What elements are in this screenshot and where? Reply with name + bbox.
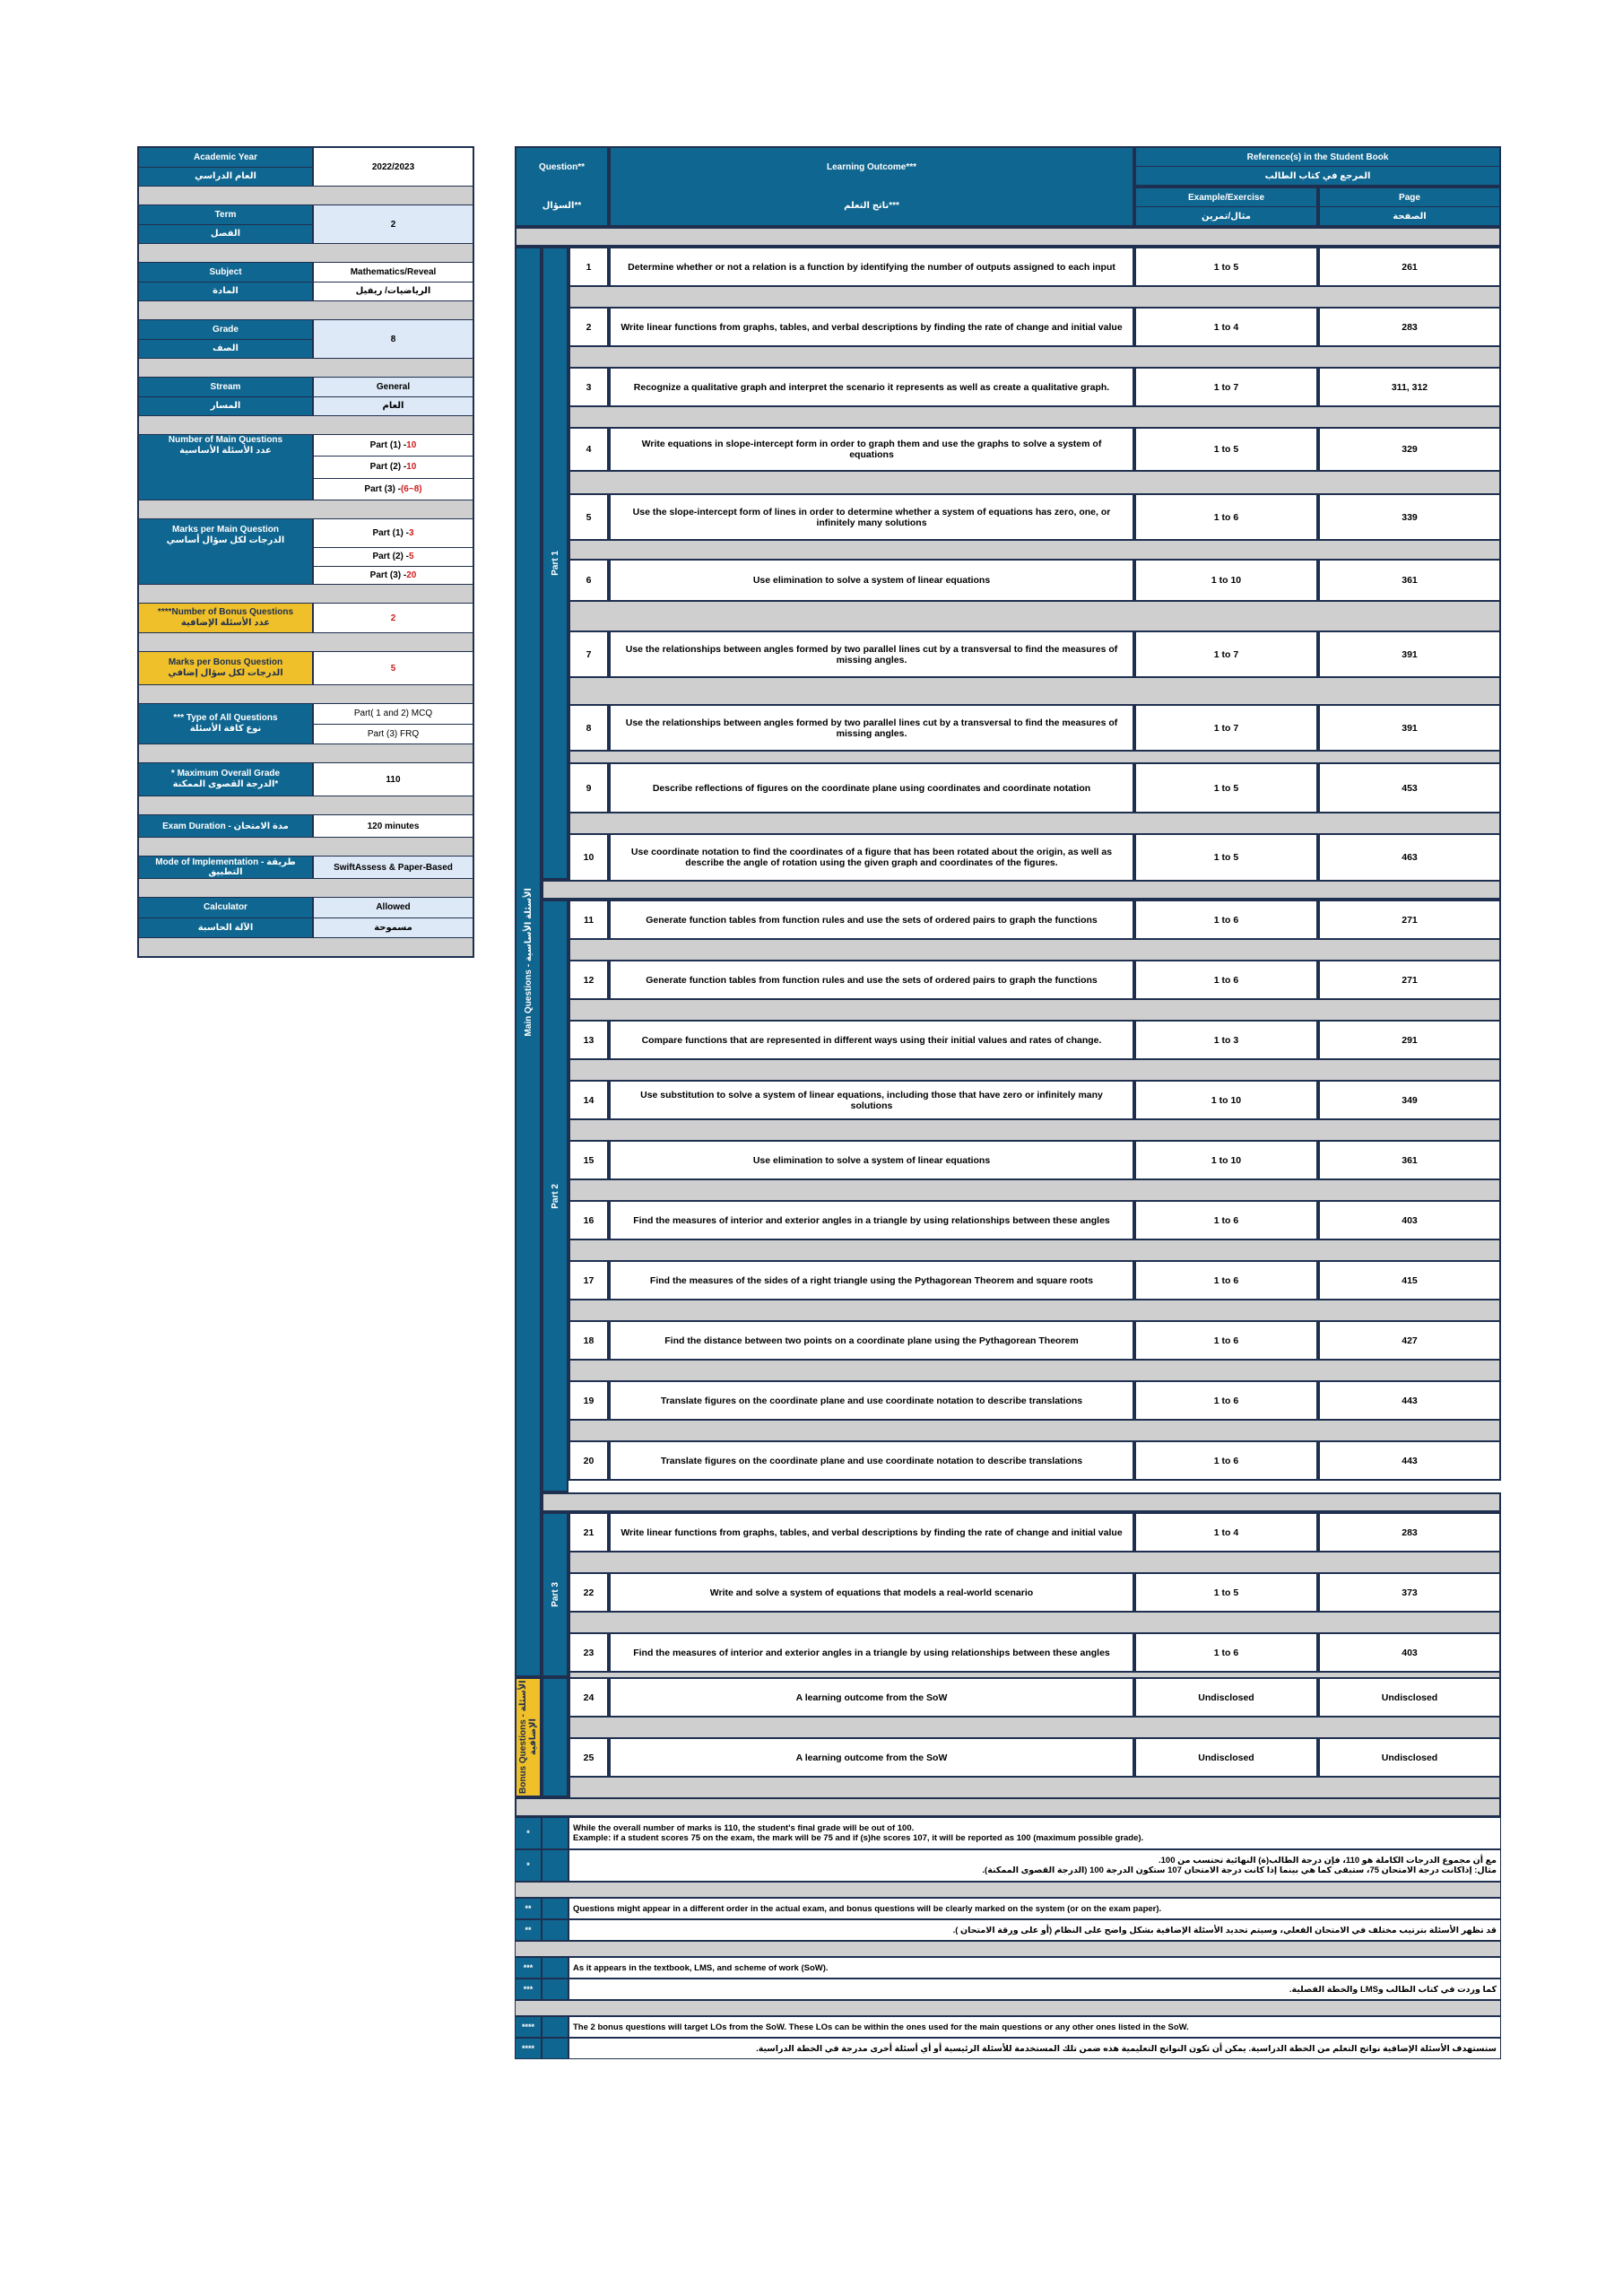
- question-type-value-1: Part( 1 and 2) MCQ: [314, 704, 473, 725]
- learning-outcome: Generate function tables from function rules and use the sets of ordered pairs to graph the functions: [609, 960, 1134, 1000]
- question-type-label: *** Type of All Questions: [173, 713, 278, 723]
- learning-outcome: Recognize a qualitative graph and interpret the scenario it represents as well as create a qualitative graph.: [609, 367, 1134, 407]
- academic-year-row: [139, 148, 473, 187]
- grade-row: [139, 320, 473, 359]
- question-row: [568, 307, 1501, 347]
- learning-outcome: Write equations in slope-intercept form in order to graph them and use the graphs to solve a system of equations: [609, 427, 1134, 472]
- question-number: 11: [568, 900, 609, 940]
- learning-outcome: Find the measures of interior and exterior angles in a triangle by using relationships between these angles: [609, 1632, 1134, 1673]
- question-number: 4: [568, 427, 609, 472]
- num-main-part1: Part (1) - 10: [314, 435, 473, 457]
- header-question: Question** السؤال**: [515, 146, 609, 227]
- example-exercise: 1 to 5: [1134, 833, 1318, 882]
- max-grade-label-ar: الدرجة القصوى الممكنة*: [172, 779, 279, 789]
- mode-label: Mode of Implementation - طريقة التطبيق: [139, 857, 314, 878]
- num-main-questions-row: [139, 435, 473, 500]
- num-bonus-label-ar: عدد الأسئلة الإضافية: [180, 618, 271, 628]
- example-exercise: Undisclosed: [1134, 1677, 1318, 1718]
- header-learning-outcome: Learning Outcome*** ناتج التعلم***: [609, 146, 1134, 227]
- exam-duration-label: Exam Duration - مدة الامتحان: [139, 815, 314, 837]
- max-grade-row: [139, 763, 473, 796]
- marks-main-label: Marks per Main Question: [172, 525, 279, 535]
- question-number: 2: [568, 307, 609, 347]
- question-row: [568, 1200, 1501, 1240]
- question-number: 15: [568, 1140, 609, 1180]
- page-reference: 329: [1318, 427, 1501, 472]
- num-bonus-value: 2: [390, 613, 396, 623]
- academic-year-label-ar: العام الدراسي: [195, 171, 256, 182]
- example-exercise: 1 to 6: [1134, 900, 1318, 940]
- page-reference: 283: [1318, 307, 1501, 347]
- question-number: 6: [568, 559, 609, 602]
- part1-label: Part 1: [542, 247, 568, 880]
- page-reference: 427: [1318, 1320, 1501, 1361]
- grade-value: 8: [314, 320, 473, 358]
- example-exercise: 1 to 4: [1134, 307, 1318, 347]
- question-row: [568, 1632, 1501, 1673]
- header-page: Page الصفحة: [1318, 187, 1501, 227]
- header-example: Example/Exercise مثال/تمرين: [1134, 187, 1318, 227]
- example-exercise: 1 to 10: [1134, 1080, 1318, 1120]
- example-exercise: 1 to 6: [1134, 1632, 1318, 1673]
- subject-value: Mathematics/Reveal: [314, 263, 473, 283]
- page-reference: 373: [1318, 1572, 1501, 1613]
- page-reference: 391: [1318, 631, 1501, 678]
- marks-main-label-ar: الدرجات لكل سؤال أساسي: [166, 535, 285, 545]
- learning-outcome: Translate figures on the coordinate plane and use coordinate notation to describe translations: [609, 1440, 1134, 1481]
- example-exercise: 1 to 5: [1134, 247, 1318, 287]
- stream-label: Stream: [139, 378, 312, 397]
- main-questions-label: Main Questions - الأسئلة الأساسية: [515, 247, 542, 1677]
- page-reference: Undisclosed: [1318, 1737, 1501, 1778]
- question-row: [568, 1140, 1501, 1180]
- question-row: [568, 1380, 1501, 1421]
- stream-value: General: [314, 378, 473, 397]
- page-reference: 311, 312: [1318, 367, 1501, 407]
- page-reference: 271: [1318, 900, 1501, 940]
- example-exercise: 1 to 7: [1134, 704, 1318, 752]
- question-row: [568, 762, 1501, 813]
- mode-value: SwiftAssess & Paper-Based: [314, 857, 473, 878]
- questions-table: [515, 146, 1501, 2083]
- grade-label-ar: الصف: [213, 344, 239, 354]
- learning-outcome: A learning outcome from the SoW: [609, 1737, 1134, 1778]
- num-main-part2: Part (2) - 10: [314, 457, 473, 478]
- page-reference: Undisclosed: [1318, 1677, 1501, 1718]
- learning-outcome: Find the measures of interior and exterior angles in a triangle by using relationships between these angles: [609, 1200, 1134, 1240]
- learning-outcome: Generate function tables from function rules and use the sets of ordered pairs to graph the functions: [609, 900, 1134, 940]
- term-row: [139, 205, 473, 244]
- marks-main-part2: Part (2) - 5: [314, 548, 473, 566]
- marks-bonus-row: [139, 652, 473, 685]
- marks-bonus-value: 5: [390, 663, 396, 674]
- page-reference: 349: [1318, 1080, 1501, 1120]
- question-row: [568, 1677, 1501, 1718]
- question-row: [568, 247, 1501, 287]
- page-reference: 261: [1318, 247, 1501, 287]
- marks-main-part1: Part (1) - 3: [314, 519, 473, 548]
- question-number: 14: [568, 1080, 609, 1120]
- question-row: [568, 1440, 1501, 1481]
- footnote-3-ar: *** كما وردت في كتاب الطالب وLMS والخطة الفصلية.: [515, 1979, 1501, 2000]
- learning-outcome: Write and solve a system of equations that models a real-world scenario: [609, 1572, 1134, 1613]
- term-label: Term: [139, 205, 312, 225]
- example-exercise: 1 to 5: [1134, 762, 1318, 813]
- question-row: [568, 493, 1501, 541]
- question-row: [568, 1080, 1501, 1120]
- question-number: 24: [568, 1677, 609, 1718]
- calculator-value: Allowed: [314, 898, 473, 918]
- question-number: 5: [568, 493, 609, 541]
- learning-outcome: Translate figures on the coordinate plane and use coordinate notation to describe translations: [609, 1380, 1134, 1421]
- learning-outcome: Use the slope-intercept form of lines in order to determine whether a system of equations has zero, one, or infinitely many solutions: [609, 493, 1134, 541]
- page-reference: 403: [1318, 1200, 1501, 1240]
- example-exercise: 1 to 5: [1134, 1572, 1318, 1613]
- question-row: [568, 1512, 1501, 1552]
- exam-info-table: [137, 146, 474, 958]
- question-row: [568, 631, 1501, 678]
- stream-value-ar: العام: [382, 401, 404, 412]
- subject-label-ar: المادة: [213, 286, 239, 297]
- academic-year-label: Academic Year: [139, 148, 312, 168]
- learning-outcome: Find the measures of the sides of a right triangle using the Pythagorean Theorem and square roots: [609, 1260, 1134, 1300]
- calculator-value-ar: مسموحة: [374, 922, 412, 933]
- example-exercise: 1 to 10: [1134, 559, 1318, 602]
- num-main-label: Number of Main Questions: [168, 435, 283, 445]
- footnote-1-ar: * مع أن مجموع الدرجات الكاملة هو 110، فإن درجة الطالب(ة) النهائية تحتسب من 100. مثال: إذاكانت درجة الامتحان 75، ستبقى كما هي بينما إذا كانت درجة الامتحان 107 ستكون الدرجة 100 (الدرجة القصوى الممكنة).: [515, 1849, 1501, 1882]
- question-number: 19: [568, 1380, 609, 1421]
- marks-main-row: [139, 519, 473, 585]
- page-reference: 403: [1318, 1632, 1501, 1673]
- learning-outcome: Use substitution to solve a system of linear equations, including those that have zero or infinitely many solutions: [609, 1080, 1134, 1120]
- num-main-label-ar: عدد الأسئلة الأساسية: [179, 446, 272, 456]
- example-exercise: 1 to 6: [1134, 493, 1318, 541]
- num-main-part3: Part (3) - (6~8): [364, 483, 422, 494]
- mode-row: [139, 857, 473, 879]
- question-row: [568, 1320, 1501, 1361]
- num-bonus-row: [139, 604, 473, 633]
- example-exercise: 1 to 7: [1134, 367, 1318, 407]
- header-reference: Reference(s) in the Student Book المرجع في كتاب الطالب: [1134, 146, 1501, 187]
- marks-main-part3: Part (3) - 20: [369, 570, 417, 580]
- question-row: [568, 427, 1501, 472]
- calculator-label-ar: الآلة الحاسبة: [197, 922, 254, 933]
- question-number: 8: [568, 704, 609, 752]
- question-row: [568, 1020, 1501, 1060]
- term-value: 2: [314, 205, 473, 243]
- question-number: 16: [568, 1200, 609, 1240]
- subject-row: [139, 263, 473, 301]
- learning-outcome: Use elimination to solve a system of linear equations: [609, 559, 1134, 602]
- example-exercise: 1 to 10: [1134, 1140, 1318, 1180]
- question-number: 18: [568, 1320, 609, 1361]
- academic-year-value: 2022/2023: [371, 161, 415, 172]
- example-exercise: 1 to 7: [1134, 631, 1318, 678]
- page-reference: 361: [1318, 559, 1501, 602]
- question-row: [568, 704, 1501, 752]
- learning-outcome: Determine whether or not a relation is a function by identifying the number of outputs assigned to each input: [609, 247, 1134, 287]
- page-reference: 361: [1318, 1140, 1501, 1180]
- learning-outcome: Use elimination to solve a system of linear equations: [609, 1140, 1134, 1180]
- example-exercise: 1 to 6: [1134, 1260, 1318, 1300]
- question-number: 25: [568, 1737, 609, 1778]
- stream-row: [139, 378, 473, 416]
- question-number: 23: [568, 1632, 609, 1673]
- question-type-value-2: Part (3) FRQ: [367, 728, 420, 739]
- footnote-2-en: ** Questions might appear in a different order in the actual exam, and bonus questions will be clearly marked on the system (or on the exam paper).: [515, 1898, 1501, 1919]
- question-row: [568, 367, 1501, 407]
- page-reference: 291: [1318, 1020, 1501, 1060]
- learning-outcome: Find the distance between two points on a coordinate plane using the Pythagorean Theorem: [609, 1320, 1134, 1361]
- question-row: [568, 559, 1501, 602]
- grade-label: Grade: [139, 320, 312, 340]
- term-label-ar: الفصل: [210, 229, 241, 239]
- question-number: 7: [568, 631, 609, 678]
- marks-bonus-label-ar: الدرجات لكل سؤال إضافي: [168, 668, 283, 678]
- question-number: 17: [568, 1260, 609, 1300]
- question-number: 20: [568, 1440, 609, 1481]
- question-row: [568, 1572, 1501, 1613]
- question-number: 22: [568, 1572, 609, 1613]
- max-grade-label: * Maximum Overall Grade: [170, 769, 281, 778]
- subject-label: Subject: [139, 263, 312, 283]
- page-reference: 453: [1318, 762, 1501, 813]
- subject-value-ar: الرياضيات/ ريفيل: [355, 286, 431, 297]
- question-row: [568, 1737, 1501, 1778]
- calculator-label: Calculator: [139, 898, 312, 918]
- page-reference: 443: [1318, 1380, 1501, 1421]
- question-number: 1: [568, 247, 609, 287]
- example-exercise: 1 to 4: [1134, 1512, 1318, 1552]
- example-exercise: 1 to 6: [1134, 1320, 1318, 1361]
- example-exercise: 1 to 6: [1134, 960, 1318, 1000]
- page-reference: 283: [1318, 1512, 1501, 1552]
- question-number: 21: [568, 1512, 609, 1552]
- question-type-label-ar: نوع كافة الأسئلة: [189, 724, 262, 734]
- page-reference: 271: [1318, 960, 1501, 1000]
- learning-outcome: Compare functions that are represented in different ways using their initial values and rates of change.: [609, 1020, 1134, 1060]
- max-grade-value: 110: [386, 774, 401, 785]
- exam-duration-value: 120 minutes: [367, 821, 420, 831]
- question-row: [568, 900, 1501, 940]
- stream-label-ar: المسار: [210, 401, 241, 412]
- example-exercise: Undisclosed: [1134, 1737, 1318, 1778]
- question-number: 9: [568, 762, 609, 813]
- learning-outcome: Use the relationships between angles formed by two parallel lines cut by a transversal to find the measures of missing angles.: [609, 704, 1134, 752]
- learning-outcome: Write linear functions from graphs, tables, and verbal descriptions by finding the rate of change and initial value: [609, 307, 1134, 347]
- bonus-questions-label: Bonus Questions - الأسئلة الإضافية: [515, 1677, 542, 1797]
- question-number: 12: [568, 960, 609, 1000]
- learning-outcome: A learning outcome from the SoW: [609, 1677, 1134, 1718]
- question-row: [568, 833, 1501, 882]
- learning-outcome: Use coordinate notation to find the coordinates of a figure that has been rotated about the origin, as well as describe the angle of rotation using the given graph and coordinates of the figures.: [609, 833, 1134, 882]
- learning-outcome: Use the relationships between angles formed by two parallel lines cut by a transversal to find the measures of missing angles.: [609, 631, 1134, 678]
- footnote-4-ar: **** ستستهدف الأسئلة الإضافية نواتج التعلم من الخطة الدراسية. يمكن أن تكون النواتج التعليمية هذه ضمن تلك المستخدمة للأسئلة الرئيسية أو أي أسئلة أخرى مدرجة في الخطة الدراسية.: [515, 2038, 1501, 2059]
- footnote-4-en: **** The 2 bonus questions will target LOs from the SoW. These LOs can be within the ones used for the main questions or any other ones listed in the SoW.: [515, 2016, 1501, 2038]
- example-exercise: 1 to 5: [1134, 427, 1318, 472]
- question-number: 10: [568, 833, 609, 882]
- calculator-row: [139, 898, 473, 938]
- footnote-1-en: * While the overall number of marks is 110, the student's final grade will be out of 100. Example: if a student scores 75 on the exam, the mark will be 75 and if (s)he scores 107, it will be reported as 100 (maximum possible grade).: [515, 1817, 1501, 1849]
- page-reference: 391: [1318, 704, 1501, 752]
- page-reference: 443: [1318, 1440, 1501, 1481]
- part3-label: Part 3: [542, 1512, 568, 1677]
- question-row: [568, 1260, 1501, 1300]
- footnote-3-en: *** As it appears in the textbook, LMS, and scheme of work (SoW).: [515, 1957, 1501, 1979]
- marks-bonus-label: Marks per Bonus Question: [168, 657, 283, 667]
- learning-outcome: Describe reflections of figures on the coordinate plane using coordinates and coordinate notation: [609, 762, 1134, 813]
- part2-label: Part 2: [542, 900, 568, 1492]
- example-exercise: 1 to 6: [1134, 1200, 1318, 1240]
- learning-outcome: Write linear functions from graphs, tables, and verbal descriptions by finding the rate of change and initial value: [609, 1512, 1134, 1552]
- page-reference: 415: [1318, 1260, 1501, 1300]
- example-exercise: 1 to 6: [1134, 1380, 1318, 1421]
- question-row: [568, 960, 1501, 1000]
- question-number: 3: [568, 367, 609, 407]
- footnote-2-ar: ** قد تظهر الأسئلة بترتيب مختلف في الامتحان الفعلي، وسيتم تحديد الأسئلة الإضافية بشكل واضح على النظام (أو على ورقة الامتحان ).: [515, 1919, 1501, 1941]
- question-number: 13: [568, 1020, 609, 1060]
- example-exercise: 1 to 3: [1134, 1020, 1318, 1060]
- question-type-row: [139, 704, 473, 744]
- page-reference: 339: [1318, 493, 1501, 541]
- page-reference: 463: [1318, 833, 1501, 882]
- num-bonus-label: ****Number of Bonus Questions: [157, 607, 294, 617]
- exam-duration-row: [139, 815, 473, 838]
- example-exercise: 1 to 6: [1134, 1440, 1318, 1481]
